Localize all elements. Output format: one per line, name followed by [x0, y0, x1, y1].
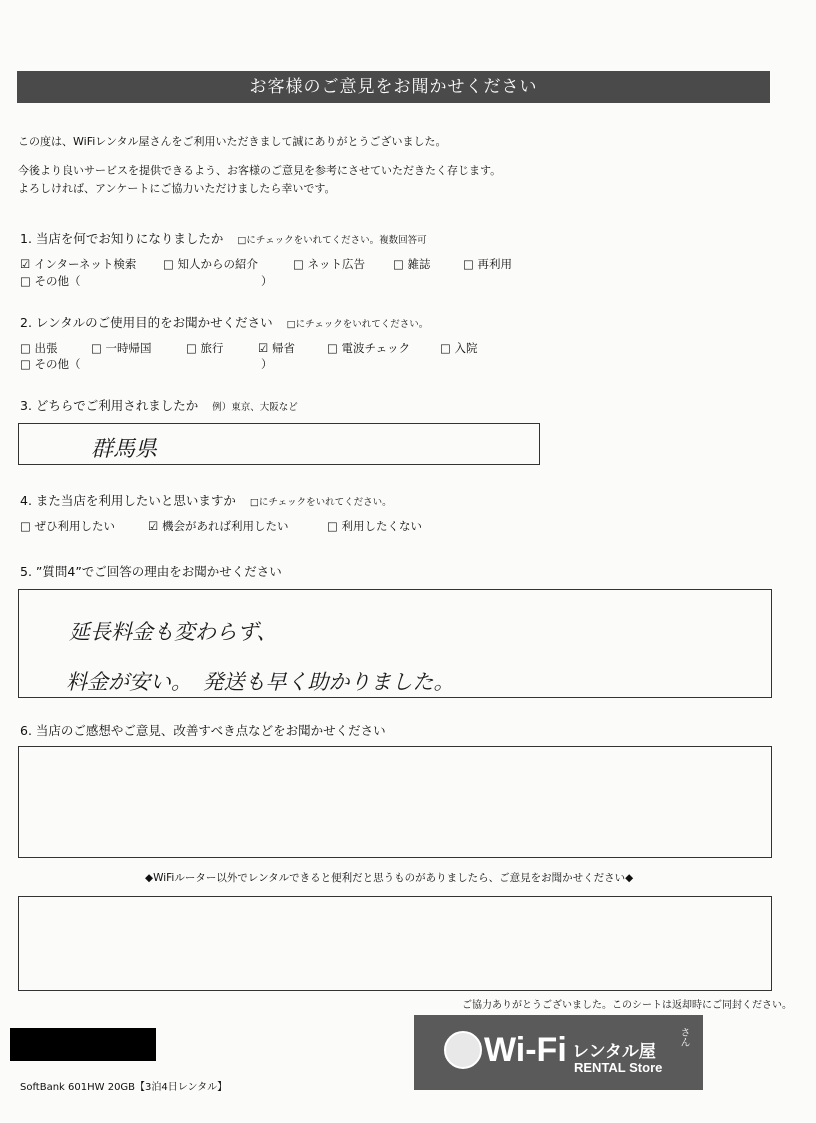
q5-answer-line-1: 延長料金も変わらず、: [69, 620, 278, 644]
logo-jp-text: レンタル屋: [572, 1042, 656, 1062]
q6-answer-box[interactable]: [18, 746, 772, 858]
q3-handwritten-answer: 群馬県: [91, 437, 158, 462]
q1-option-repeat[interactable]: □ 再利用: [463, 257, 513, 271]
q1-option-web-ad[interactable]: □ ネット広告: [293, 257, 366, 271]
q2-option-return-home[interactable]: □ 一時帰国: [91, 341, 152, 355]
question-3-title: 3. どちらでご利用されましたか: [20, 398, 199, 413]
question-4: [20, 491, 392, 509]
question-5: 5. ”質問4”でご回答の理由をお聞かせください: [20, 564, 282, 579]
logo-wifi-text: Wi-Fi: [484, 1031, 567, 1069]
q5-answer-line-2: 料金が安い。 発送も早く助かりました。: [66, 670, 455, 694]
q2-option-business[interactable]: □ 出張: [20, 341, 58, 355]
q2-other-close: ）: [261, 357, 273, 371]
question-1: [20, 229, 427, 247]
thanks-note: ご協力ありがとうございました。このシートは返却時にご同封ください。: [462, 1000, 792, 1011]
intro-line-2: 今後より良いサービスを提供できるよう、お客様のご意見を参考にさせていただきたく存じます。: [18, 164, 502, 177]
q1-option-referral[interactable]: □ 知人からの紹介: [163, 257, 259, 271]
question-1-note: □にチェックをいれてください。複数回答可: [237, 235, 427, 246]
q2-option-signal-check[interactable]: □ 電波チェック: [327, 341, 411, 355]
q1-option-other[interactable]: □ その他（: [20, 274, 81, 288]
product-footer: SoftBank 601HW 20GB【3泊4日レンタル】: [20, 1082, 228, 1093]
q1-option-internet[interactable]: ☑ インターネット検索: [20, 257, 137, 271]
question-4-title: 4. また当店を利用したいと思いますか: [20, 493, 236, 508]
q2-option-hospital[interactable]: □ 入院: [440, 341, 478, 355]
redacted-block: [10, 1028, 156, 1061]
question-6: 6. 当店のご感想やご意見、改善すべき点などをお聞かせください: [20, 723, 386, 738]
q1-option-magazine[interactable]: □ 雑誌: [393, 257, 431, 271]
q7-answer-box[interactable]: [18, 896, 772, 991]
question-3-note: 例）東京、大阪など: [212, 402, 298, 413]
question-4-note: □にチェックをいれてください。: [249, 497, 392, 508]
q3-answer-box[interactable]: [18, 423, 540, 465]
q4-option-definitely[interactable]: □ ぜひ利用したい: [20, 519, 116, 533]
logo-san-text: さん: [678, 1027, 689, 1047]
wifi-rental-store-logo: [414, 1015, 703, 1090]
q4-option-if-chance[interactable]: ☑ 機会があれば利用したい: [148, 519, 289, 533]
q2-option-other[interactable]: □ その他（: [20, 357, 81, 371]
q2-option-travel[interactable]: □ 旅行: [186, 341, 224, 355]
question-7: ◆WiFiルーター以外でレンタルできると便利だと思うものがありましたら、ご意見をお聞かせください◆: [145, 872, 634, 884]
question-2: [20, 313, 428, 331]
question-2-note: □にチェックをいれてください。: [286, 319, 429, 330]
mascot-icon: [444, 1031, 482, 1069]
q2-option-homecoming[interactable]: ☑ 帰省: [258, 341, 295, 355]
q5-answer-box[interactable]: [18, 589, 772, 698]
intro-line-3: よろしければ、アンケートにご協力いただけましたら幸いです。: [18, 182, 336, 195]
question-2-title: 2. レンタルのご使用目的をお聞かせください: [20, 315, 273, 330]
intro-line-1: この度は、WiFiレンタル屋さんをご利用いただきまして誠にありがとうございました。: [18, 135, 447, 148]
question-1-title: 1. 当店を何でお知りになりましたか: [20, 231, 224, 246]
logo-en-text: RENTAL Store: [574, 1060, 663, 1075]
survey-title: お客様のご意見をお聞かせください: [17, 71, 770, 103]
q4-option-no[interactable]: □ 利用したくない: [327, 519, 423, 533]
q1-other-close: ）: [261, 274, 273, 288]
question-3: [20, 396, 298, 414]
